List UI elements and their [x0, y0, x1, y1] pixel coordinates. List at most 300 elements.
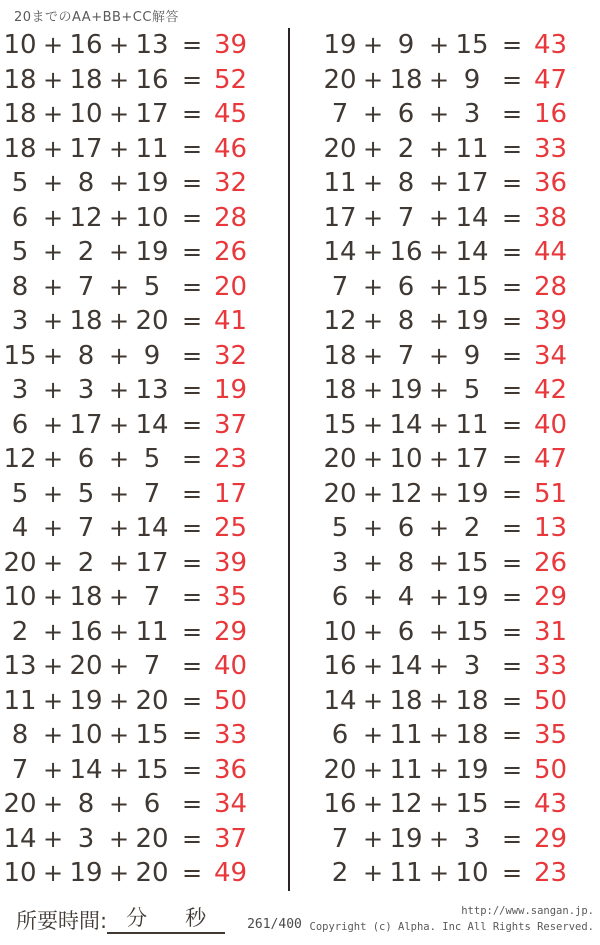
answer-value: 33	[214, 720, 248, 751]
answer-value: 19	[214, 375, 248, 406]
plus-operator: +	[108, 65, 130, 94]
operand-c: 15	[455, 616, 489, 647]
equals-sign: =	[181, 169, 203, 198]
equals-sign: =	[501, 134, 523, 163]
operand-b: 7	[77, 513, 95, 544]
equals-sign: =	[181, 31, 203, 60]
plus-operator: +	[108, 376, 130, 405]
operand-b: 2	[397, 133, 415, 164]
plus-operator: +	[108, 169, 130, 198]
problem-row	[322, 339, 568, 374]
operand-a: 6	[331, 582, 349, 613]
operand-c: 3	[463, 651, 481, 682]
equals-sign: =	[501, 100, 523, 129]
answer-value: 32	[214, 168, 248, 199]
problem-row	[2, 166, 248, 201]
answer-value: 43	[534, 30, 568, 61]
plus-operator: +	[428, 272, 450, 301]
plus-operator: +	[42, 824, 64, 853]
plus-operator: +	[108, 859, 130, 888]
operand-c: 7	[143, 478, 161, 509]
operand-c: 15	[135, 720, 169, 751]
plus-operator: +	[108, 410, 130, 439]
answer-value: 49	[214, 858, 248, 889]
operand-c: 5	[463, 375, 481, 406]
answer-value: 37	[214, 409, 248, 440]
operand-c: 19	[135, 168, 169, 199]
operand-a: 18	[3, 133, 37, 164]
answer-value: 20	[214, 271, 248, 302]
answer-value: 39	[214, 547, 248, 578]
operand-c: 3	[463, 99, 481, 130]
plus-operator: +	[108, 755, 130, 784]
plus-operator: +	[42, 479, 64, 508]
operand-a: 20	[323, 754, 357, 785]
operand-c: 10	[135, 202, 169, 233]
answer-value: 39	[534, 306, 568, 337]
plus-operator: +	[362, 410, 384, 439]
operand-a: 15	[3, 340, 37, 371]
operand-a: 5	[11, 168, 29, 199]
operand-a: 6	[11, 409, 29, 440]
operand-b: 14	[69, 754, 103, 785]
operand-c: 20	[135, 306, 169, 337]
column-right	[322, 28, 568, 891]
plus-operator: +	[42, 755, 64, 784]
equals-sign: =	[181, 307, 203, 336]
operand-c: 15	[455, 547, 489, 578]
operand-c: 14	[135, 409, 169, 440]
operand-a: 12	[3, 444, 37, 475]
problem-row	[322, 97, 568, 132]
plus-operator: +	[42, 652, 64, 681]
column-divider	[288, 28, 290, 891]
operand-c: 9	[143, 340, 161, 371]
plus-operator: +	[108, 617, 130, 646]
answer-value: 35	[214, 582, 248, 613]
equals-sign: =	[181, 583, 203, 612]
operand-b: 12	[389, 789, 423, 820]
operand-a: 18	[323, 375, 357, 406]
equals-sign: =	[501, 479, 523, 508]
plus-operator: +	[362, 65, 384, 94]
minutes-label: 分	[126, 906, 148, 930]
plus-operator: +	[362, 203, 384, 232]
problem-row	[322, 132, 568, 167]
problem-row	[322, 753, 568, 788]
operand-a: 7	[11, 754, 29, 785]
problem-row	[322, 580, 568, 615]
equals-sign: =	[181, 548, 203, 577]
operand-c: 14	[455, 237, 489, 268]
operand-b: 3	[77, 823, 95, 854]
operand-c: 20	[135, 858, 169, 889]
answer-value: 47	[534, 444, 568, 475]
equals-sign: =	[501, 652, 523, 681]
problem-row	[322, 718, 568, 753]
answer-value: 28	[534, 271, 568, 302]
plus-operator: +	[428, 410, 450, 439]
plus-operator: +	[428, 617, 450, 646]
equals-sign: =	[181, 238, 203, 267]
plus-operator: +	[362, 617, 384, 646]
answer-value: 31	[534, 616, 568, 647]
problem-row	[2, 477, 248, 512]
problem-row	[2, 511, 248, 546]
operand-a: 11	[3, 685, 37, 716]
plus-operator: +	[362, 376, 384, 405]
page-title: 20までのAA+BB+CC解答	[14, 10, 179, 25]
plus-operator: +	[362, 790, 384, 819]
copyright-text: Copyright (c) Alpha. Inc All Rights Reserved.	[309, 921, 594, 934]
answer-value: 33	[534, 133, 568, 164]
plus-operator: +	[42, 134, 64, 163]
plus-operator: +	[42, 617, 64, 646]
operand-a: 10	[3, 858, 37, 889]
answer-value: 23	[534, 858, 568, 889]
problem-row	[322, 684, 568, 719]
plus-operator: +	[428, 307, 450, 336]
plus-operator: +	[362, 859, 384, 888]
answer-value: 25	[214, 513, 248, 544]
plus-operator: +	[42, 238, 64, 267]
plus-operator: +	[42, 307, 64, 336]
operand-a: 20	[323, 478, 357, 509]
plus-operator: +	[108, 652, 130, 681]
plus-operator: +	[42, 203, 64, 232]
operand-b: 12	[69, 202, 103, 233]
equals-sign: =	[501, 410, 523, 439]
problem-row	[322, 63, 568, 98]
problem-row	[322, 408, 568, 443]
operand-b: 6	[397, 513, 415, 544]
operand-c: 17	[455, 444, 489, 475]
operand-b: 14	[389, 651, 423, 682]
answer-value: 13	[534, 513, 568, 544]
operand-a: 19	[323, 30, 357, 61]
operand-a: 7	[331, 823, 349, 854]
plus-operator: +	[362, 652, 384, 681]
plus-operator: +	[108, 272, 130, 301]
operand-c: 14	[135, 513, 169, 544]
plus-operator: +	[108, 307, 130, 336]
plus-operator: +	[42, 376, 64, 405]
operand-a: 20	[3, 547, 37, 578]
operand-c: 9	[463, 340, 481, 371]
plus-operator: +	[42, 721, 64, 750]
plus-operator: +	[428, 238, 450, 267]
operand-b: 18	[69, 306, 103, 337]
operand-b: 17	[69, 133, 103, 164]
equals-sign: =	[181, 755, 203, 784]
answer-value: 38	[534, 202, 568, 233]
plus-operator: +	[428, 548, 450, 577]
problem-row	[2, 201, 248, 236]
operand-b: 19	[389, 823, 423, 854]
operand-b: 16	[69, 30, 103, 61]
plus-operator: +	[42, 548, 64, 577]
operand-a: 14	[3, 823, 37, 854]
plus-operator: +	[362, 514, 384, 543]
equals-sign: =	[501, 169, 523, 198]
operand-b: 19	[69, 685, 103, 716]
equals-sign: =	[501, 376, 523, 405]
operand-c: 13	[135, 30, 169, 61]
operand-b: 8	[77, 340, 95, 371]
plus-operator: +	[362, 341, 384, 370]
operand-c: 19	[455, 478, 489, 509]
plus-operator: +	[428, 824, 450, 853]
operand-b: 8	[77, 789, 95, 820]
equals-sign: =	[501, 686, 523, 715]
equals-sign: =	[501, 445, 523, 474]
equals-sign: =	[181, 686, 203, 715]
operand-b: 2	[77, 237, 95, 268]
time-label: 所要時間:	[16, 909, 108, 933]
plus-operator: +	[108, 548, 130, 577]
equals-sign: =	[181, 652, 203, 681]
answer-value: 45	[214, 99, 248, 130]
operand-a: 6	[11, 202, 29, 233]
plus-operator: +	[362, 721, 384, 750]
plus-operator: +	[42, 514, 64, 543]
answer-value: 29	[534, 823, 568, 854]
answer-value: 32	[214, 340, 248, 371]
operand-b: 7	[397, 202, 415, 233]
operand-c: 6	[143, 789, 161, 820]
operand-c: 2	[463, 513, 481, 544]
operand-b: 7	[397, 340, 415, 371]
operand-a: 14	[323, 685, 357, 716]
operand-c: 10	[455, 858, 489, 889]
plus-operator: +	[108, 238, 130, 267]
equals-sign: =	[181, 134, 203, 163]
operand-b: 17	[69, 409, 103, 440]
operand-a: 8	[11, 271, 29, 302]
operand-c: 11	[135, 616, 169, 647]
plus-operator: +	[108, 134, 130, 163]
plus-operator: +	[42, 65, 64, 94]
plus-operator: +	[428, 134, 450, 163]
problem-row	[322, 166, 568, 201]
problem-row	[2, 684, 248, 719]
operand-b: 11	[389, 720, 423, 751]
operand-a: 8	[11, 720, 29, 751]
equals-sign: =	[181, 410, 203, 439]
operand-c: 11	[455, 409, 489, 440]
operand-b: 8	[397, 306, 415, 337]
equals-sign: =	[181, 514, 203, 543]
operand-c: 15	[135, 754, 169, 785]
plus-operator: +	[428, 65, 450, 94]
plus-operator: +	[362, 583, 384, 612]
operand-a: 2	[11, 616, 29, 647]
operand-c: 15	[455, 30, 489, 61]
problem-row	[2, 753, 248, 788]
operand-b: 11	[389, 858, 423, 889]
operand-b: 10	[389, 444, 423, 475]
operand-b: 16	[389, 237, 423, 268]
problem-row	[2, 649, 248, 684]
problem-row	[322, 649, 568, 684]
problem-row	[2, 718, 248, 753]
operand-c: 19	[455, 306, 489, 337]
problem-row	[2, 304, 248, 339]
seconds-label: 秒	[185, 906, 207, 930]
operand-c: 5	[143, 444, 161, 475]
operand-c: 14	[455, 202, 489, 233]
problem-row	[322, 856, 568, 891]
problems-area	[0, 28, 600, 892]
operand-a: 15	[323, 409, 357, 440]
answer-value: 50	[534, 685, 568, 716]
operand-b: 10	[69, 720, 103, 751]
answer-value: 44	[534, 237, 568, 268]
equals-sign: =	[181, 341, 203, 370]
equals-sign: =	[181, 376, 203, 405]
operand-a: 5	[11, 478, 29, 509]
problem-row	[322, 546, 568, 581]
plus-operator: +	[362, 100, 384, 129]
plus-operator: +	[42, 169, 64, 198]
operand-c: 3	[463, 823, 481, 854]
operand-b: 8	[397, 168, 415, 199]
answer-value: 39	[214, 30, 248, 61]
operand-c: 18	[455, 720, 489, 751]
equals-sign: =	[501, 790, 523, 819]
operand-a: 7	[331, 99, 349, 130]
problem-row	[322, 511, 568, 546]
answer-value: 26	[214, 237, 248, 268]
equals-sign: =	[181, 65, 203, 94]
equals-sign: =	[501, 755, 523, 784]
operand-b: 5	[77, 478, 95, 509]
operand-a: 11	[323, 168, 357, 199]
plus-operator: +	[108, 445, 130, 474]
footer-time	[16, 906, 302, 934]
operand-a: 20	[3, 789, 37, 820]
operand-a: 2	[331, 858, 349, 889]
operand-b: 14	[389, 409, 423, 440]
plus-operator: +	[428, 721, 450, 750]
problem-row	[2, 580, 248, 615]
operand-b: 16	[69, 616, 103, 647]
operand-b: 8	[77, 168, 95, 199]
operand-a: 18	[323, 340, 357, 371]
plus-operator: +	[108, 341, 130, 370]
plus-operator: +	[362, 134, 384, 163]
plus-operator: +	[362, 307, 384, 336]
equals-sign: =	[501, 859, 523, 888]
answer-value: 52	[214, 64, 248, 95]
answer-value: 40	[534, 409, 568, 440]
answer-value: 36	[534, 168, 568, 199]
operand-a: 17	[323, 202, 357, 233]
plus-operator: +	[428, 686, 450, 715]
problem-row	[2, 373, 248, 408]
operand-b: 18	[389, 685, 423, 716]
problem-row	[322, 304, 568, 339]
answer-value: 26	[534, 547, 568, 578]
equals-sign: =	[181, 790, 203, 819]
plus-operator: +	[362, 238, 384, 267]
plus-operator: +	[362, 31, 384, 60]
problem-row	[322, 822, 568, 857]
operand-b: 7	[77, 271, 95, 302]
operand-b: 9	[397, 30, 415, 61]
plus-operator: +	[428, 445, 450, 474]
answer-value: 34	[214, 789, 248, 820]
operand-a: 16	[323, 651, 357, 682]
time-blank-line	[107, 906, 225, 934]
problem-row	[322, 28, 568, 63]
operand-c: 19	[455, 582, 489, 613]
operand-b: 18	[389, 64, 423, 95]
plus-operator: +	[42, 686, 64, 715]
problem-row	[2, 28, 248, 63]
operand-a: 10	[3, 30, 37, 61]
site-url: http://www.sangan.jp.	[461, 905, 594, 917]
operand-a: 7	[331, 271, 349, 302]
problem-row	[322, 373, 568, 408]
plus-operator: +	[42, 341, 64, 370]
operand-b: 4	[397, 582, 415, 613]
plus-operator: +	[362, 686, 384, 715]
operand-c: 15	[455, 789, 489, 820]
operand-a: 20	[323, 133, 357, 164]
equals-sign: =	[501, 238, 523, 267]
answer-value: 37	[214, 823, 248, 854]
equals-sign: =	[501, 514, 523, 543]
operand-c: 19	[455, 754, 489, 785]
operand-c: 17	[135, 547, 169, 578]
operand-b: 6	[397, 271, 415, 302]
plus-operator: +	[42, 583, 64, 612]
operand-b: 6	[397, 616, 415, 647]
problem-row	[322, 442, 568, 477]
operand-c: 9	[463, 64, 481, 95]
problem-row	[2, 339, 248, 374]
equals-sign: =	[181, 445, 203, 474]
operand-b: 6	[77, 444, 95, 475]
equals-sign: =	[181, 617, 203, 646]
operand-b: 18	[69, 582, 103, 613]
answer-value: 23	[214, 444, 248, 475]
plus-operator: +	[428, 514, 450, 543]
plus-operator: +	[428, 859, 450, 888]
plus-operator: +	[42, 859, 64, 888]
problem-row	[2, 270, 248, 305]
plus-operator: +	[428, 31, 450, 60]
equals-sign: =	[501, 721, 523, 750]
operand-b: 6	[397, 99, 415, 130]
answer-value: 28	[214, 202, 248, 233]
operand-b: 18	[69, 64, 103, 95]
operand-a: 16	[323, 789, 357, 820]
operand-a: 12	[323, 306, 357, 337]
operand-b: 3	[77, 375, 95, 406]
answer-value: 46	[214, 133, 248, 164]
plus-operator: +	[428, 755, 450, 784]
plus-operator: +	[108, 686, 130, 715]
problem-row	[2, 787, 248, 822]
operand-b: 10	[69, 99, 103, 130]
plus-operator: +	[108, 824, 130, 853]
operand-a: 20	[323, 444, 357, 475]
operand-a: 18	[3, 99, 37, 130]
answer-value: 34	[534, 340, 568, 371]
problem-row	[2, 546, 248, 581]
